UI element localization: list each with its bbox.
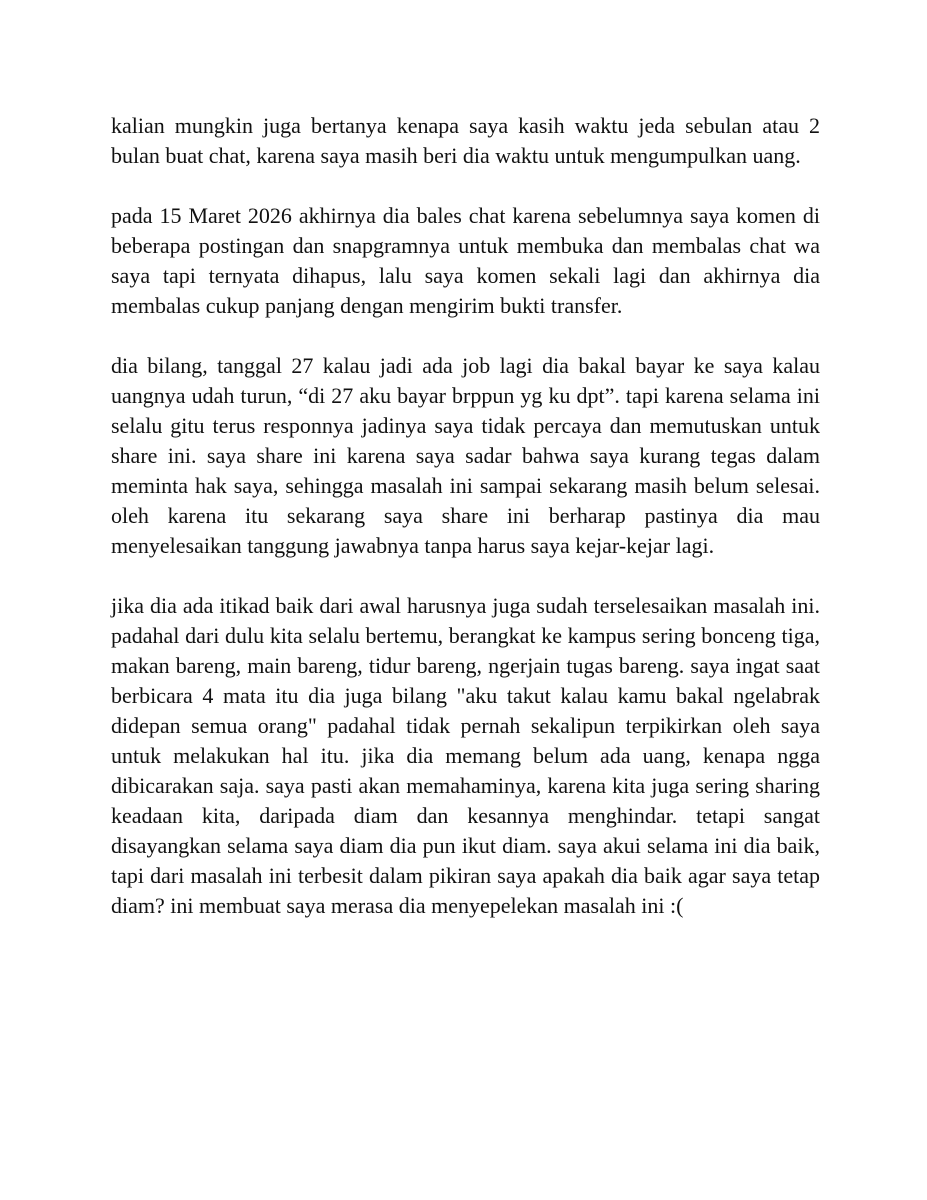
document-body: [111, 111, 820, 951]
paragraph-1: kalian mungkin juga bertanya kenapa saya kasih waktu jeda sebulan atau 2 bulan buat chat, karena saya masih beri dia waktu untuk mengumpulkan uang.: [111, 113, 820, 168]
paragraph-3: dia bilang, tanggal 27 kalau jadi ada job lagi dia bakal bayar ke saya kalau uangnya udah turun, “di 27 aku bayar brppun yg ku dpt”. tapi karena selama ini selalu gitu terus responnya jadinya saya tidak percaya dan memutuskan untuk share ini. saya share ini karena saya sadar bahwa saya kurang tegas dalam meminta hak saya, sehingga masalah ini sampai sekarang masih belum selesai. oleh karena itu sekarang saya share ini berharap pastinya dia mau menyelesaikan tanggung jawabnya tanpa harus saya kejar-kejar lagi.: [111, 353, 820, 558]
paragraph-4: jika dia ada itikad baik dari awal harusnya juga sudah terselesaikan masalah ini. padahal dari dulu kita selalu bertemu, berangkat ke kampus sering bonceng tiga, makan bareng, main bareng, tidur bareng, ngerjain tugas bareng. saya ingat saat berbicara 4 mata itu dia juga bilang "aku takut kalau kamu bakal ngelabrak didepan semua orang" padahal tidak pernah sekalipun terpikirkan oleh saya untuk melakukan hal itu. jika dia memang belum ada uang, kenapa ngga dibicarakan saja. saya pasti akan memahaminya, karena kita juga sering sharing keadaan kita, daripada diam dan kesannya menghindar. tetapi sangat disayangkan selama saya diam dia pun ikut diam. saya akui selama ini dia baik, tapi dari masalah ini terbesit dalam pikiran saya apakah dia baik agar saya tetap diam? ini membuat saya merasa dia menyepelekan masalah ini :(: [111, 593, 820, 918]
paragraph-2: pada 15 Maret 2026 akhirnya dia bales chat karena sebelumnya saya komen di beberapa postingan dan snapgramnya untuk membuka dan membalas chat wa saya tapi ternyata dihapus, lalu saya komen sekali lagi dan akhirnya dia membalas cukup panjang dengan mengirim bukti transfer.: [111, 203, 820, 318]
